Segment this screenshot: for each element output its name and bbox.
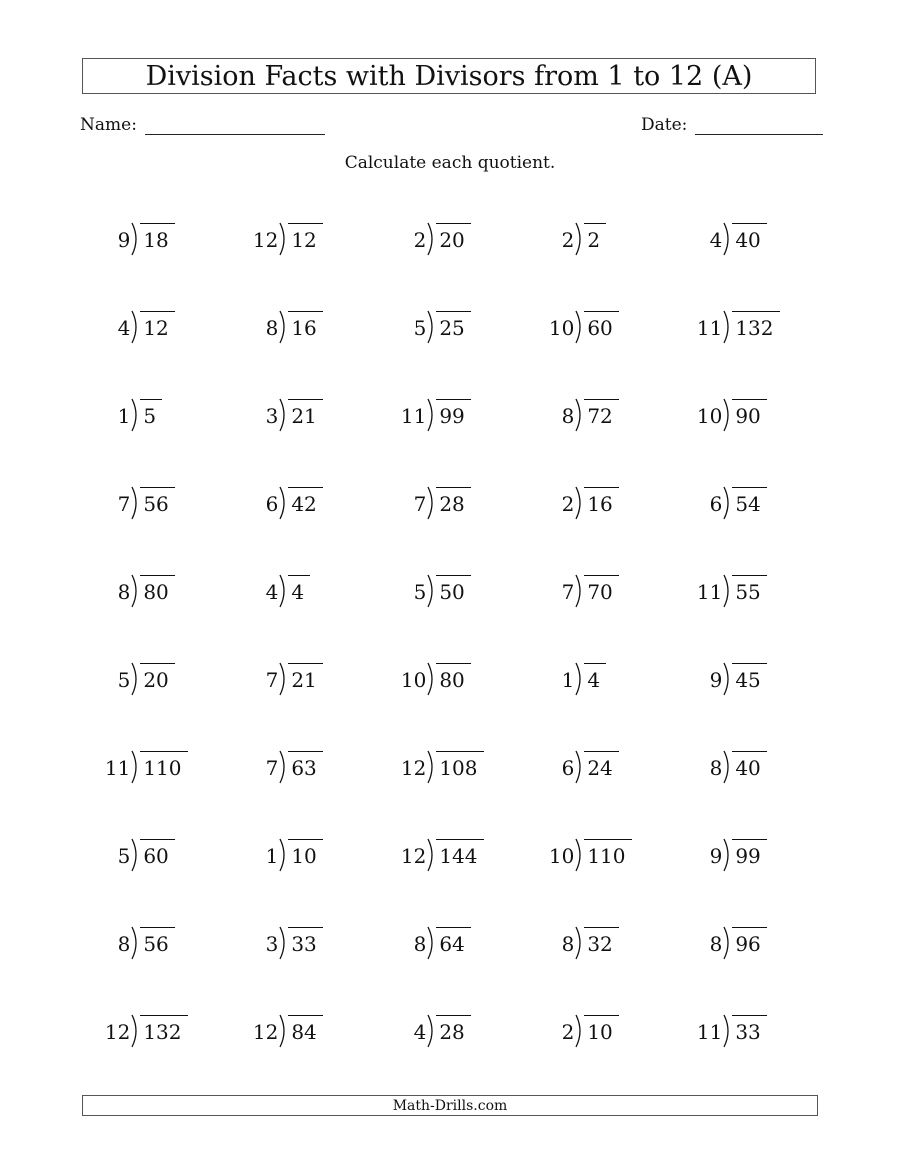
divisor: 10	[400, 668, 427, 692]
division-problem	[376, 826, 524, 914]
dividend: 72	[584, 399, 618, 426]
divisor: 11	[696, 580, 723, 604]
divisor: 5	[413, 580, 427, 604]
dividend: 132	[140, 1015, 187, 1042]
dividend: 32	[584, 927, 618, 954]
division-bracket-icon	[722, 222, 732, 256]
division-bracket-icon	[278, 1014, 288, 1048]
dividend: 25	[436, 311, 470, 338]
worksheet-title	[82, 58, 816, 94]
divisor: 5	[413, 316, 427, 340]
division-problem	[80, 562, 228, 650]
dividend: 99	[436, 399, 470, 426]
division-bracket-icon	[130, 574, 140, 608]
division-bracket-icon	[574, 222, 584, 256]
dividend: 20	[140, 663, 174, 690]
division-problem	[524, 562, 672, 650]
divisor: 11	[696, 1020, 723, 1044]
dividend: 60	[584, 311, 618, 338]
division-problem	[228, 650, 376, 738]
divisor: 7	[413, 492, 427, 516]
dividend: 110	[140, 751, 187, 778]
dividend: 84	[288, 1015, 322, 1042]
dividend: 70	[584, 575, 618, 602]
divisor: 4	[413, 1020, 427, 1044]
division-problem	[376, 562, 524, 650]
division-bracket-icon	[130, 398, 140, 432]
footer-text: Math-Drills.com	[392, 1097, 508, 1114]
division-problem	[672, 826, 820, 914]
division-problem	[228, 738, 376, 826]
dividend: 60	[140, 839, 174, 866]
division-problem	[524, 474, 672, 562]
dividend: 16	[288, 311, 322, 338]
division-problem	[672, 210, 820, 298]
division-bracket-icon	[278, 486, 288, 520]
division-bracket-icon	[426, 1014, 436, 1048]
divisor: 7	[265, 668, 279, 692]
divisor: 1	[561, 668, 575, 692]
division-bracket-icon	[574, 1014, 584, 1048]
divisor: 10	[548, 844, 575, 868]
divisor: 1	[265, 844, 279, 868]
division-bracket-icon	[722, 662, 732, 696]
divisor: 2	[413, 228, 427, 252]
divisor: 3	[265, 932, 279, 956]
date-field[interactable]	[641, 112, 823, 135]
dividend: 80	[436, 663, 470, 690]
divisor: 7	[117, 492, 131, 516]
divisor: 9	[117, 228, 131, 252]
division-problem	[376, 738, 524, 826]
dividend: 21	[288, 663, 322, 690]
instructions: Calculate each quotient.	[344, 153, 556, 173]
dividend: 2	[584, 223, 606, 250]
dividend: 12	[288, 223, 322, 250]
division-problem	[80, 386, 228, 474]
divisor: 12	[104, 1020, 131, 1044]
dividend: 33	[732, 1015, 766, 1042]
division-bracket-icon	[278, 574, 288, 608]
divisor: 12	[252, 1020, 279, 1044]
dividend: 90	[732, 399, 766, 426]
dividend: 21	[288, 399, 322, 426]
divisor: 8	[709, 932, 723, 956]
division-problem	[672, 474, 820, 562]
division-problem	[80, 826, 228, 914]
problem-grid	[80, 210, 820, 1090]
divisor: 11	[104, 756, 131, 780]
division-bracket-icon	[426, 838, 436, 872]
divisor: 8	[709, 756, 723, 780]
divisor: 7	[265, 756, 279, 780]
division-problem	[376, 210, 524, 298]
dividend: 45	[732, 663, 766, 690]
division-bracket-icon	[278, 398, 288, 432]
divisor: 9	[709, 668, 723, 692]
division-bracket-icon	[130, 838, 140, 872]
dividend: 144	[436, 839, 483, 866]
division-problem	[672, 650, 820, 738]
division-bracket-icon	[426, 662, 436, 696]
division-problem	[228, 914, 376, 1002]
dividend: 56	[140, 487, 174, 514]
division-bracket-icon	[130, 926, 140, 960]
division-problem	[672, 562, 820, 650]
division-problem	[524, 914, 672, 1002]
dividend: 20	[436, 223, 470, 250]
divisor: 8	[117, 580, 131, 604]
division-bracket-icon	[278, 662, 288, 696]
divisor: 10	[696, 404, 723, 428]
division-problem	[672, 298, 820, 386]
division-problem	[228, 562, 376, 650]
division-problem	[672, 386, 820, 474]
name-label: Name:	[80, 115, 137, 135]
division-problem	[524, 826, 672, 914]
dividend: 5	[140, 399, 162, 426]
division-problem	[524, 210, 672, 298]
division-bracket-icon	[426, 398, 436, 432]
division-problem	[80, 474, 228, 562]
division-problem	[376, 386, 524, 474]
name-field[interactable]	[80, 112, 325, 135]
footer	[82, 1095, 818, 1116]
divisor: 7	[561, 580, 575, 604]
dividend: 18	[140, 223, 174, 250]
division-bracket-icon	[574, 398, 584, 432]
dividend: 28	[436, 487, 470, 514]
divisor: 2	[561, 1020, 575, 1044]
division-bracket-icon	[574, 750, 584, 784]
division-bracket-icon	[130, 310, 140, 344]
division-problem	[228, 826, 376, 914]
divisor: 3	[265, 404, 279, 428]
division-bracket-icon	[278, 926, 288, 960]
division-bracket-icon	[574, 486, 584, 520]
division-problem	[80, 738, 228, 826]
dividend: 24	[584, 751, 618, 778]
division-problem	[524, 650, 672, 738]
dividend: 28	[436, 1015, 470, 1042]
date-input-line[interactable]	[695, 112, 823, 135]
dividend: 16	[584, 487, 618, 514]
divisor: 11	[400, 404, 427, 428]
division-bracket-icon	[574, 310, 584, 344]
division-bracket-icon	[426, 574, 436, 608]
dividend: 4	[288, 575, 310, 602]
dividend: 42	[288, 487, 322, 514]
dividend: 33	[288, 927, 322, 954]
dividend: 40	[732, 223, 766, 250]
division-bracket-icon	[722, 486, 732, 520]
divisor: 5	[117, 844, 131, 868]
dividend: 40	[732, 751, 766, 778]
division-bracket-icon	[278, 222, 288, 256]
division-problem	[376, 914, 524, 1002]
division-bracket-icon	[722, 750, 732, 784]
division-bracket-icon	[574, 662, 584, 696]
dividend: 10	[584, 1015, 618, 1042]
divisor: 4	[265, 580, 279, 604]
division-bracket-icon	[722, 838, 732, 872]
divisor: 4	[117, 316, 131, 340]
division-bracket-icon	[426, 222, 436, 256]
divisor: 8	[561, 404, 575, 428]
dividend: 63	[288, 751, 322, 778]
division-problem	[524, 1002, 672, 1090]
division-bracket-icon	[722, 926, 732, 960]
division-bracket-icon	[722, 398, 732, 432]
dividend: 64	[436, 927, 470, 954]
division-bracket-icon	[426, 750, 436, 784]
division-bracket-icon	[278, 310, 288, 344]
dividend: 96	[732, 927, 766, 954]
division-bracket-icon	[130, 1014, 140, 1048]
divisor: 12	[252, 228, 279, 252]
title-text: Division Facts with Divisors from 1 to 12 (A)	[145, 60, 753, 92]
dividend: 110	[584, 839, 631, 866]
dividend: 50	[436, 575, 470, 602]
divisor: 4	[709, 228, 723, 252]
division-problem	[376, 474, 524, 562]
divisor: 8	[265, 316, 279, 340]
division-bracket-icon	[278, 750, 288, 784]
division-problem	[80, 914, 228, 1002]
division-bracket-icon	[130, 750, 140, 784]
division-problem	[80, 650, 228, 738]
division-bracket-icon	[426, 310, 436, 344]
division-problem	[80, 298, 228, 386]
division-bracket-icon	[574, 926, 584, 960]
division-bracket-icon	[130, 486, 140, 520]
dividend: 12	[140, 311, 174, 338]
dividend: 56	[140, 927, 174, 954]
division-bracket-icon	[130, 662, 140, 696]
division-problem	[228, 298, 376, 386]
division-bracket-icon	[722, 310, 732, 344]
date-label: Date:	[641, 115, 688, 135]
division-bracket-icon	[130, 222, 140, 256]
dividend: 4	[584, 663, 606, 690]
dividend: 55	[732, 575, 766, 602]
division-problem	[524, 386, 672, 474]
divisor: 6	[265, 492, 279, 516]
divisor: 8	[413, 932, 427, 956]
division-problem	[228, 474, 376, 562]
division-bracket-icon	[426, 926, 436, 960]
division-problem	[228, 1002, 376, 1090]
divisor: 1	[117, 404, 131, 428]
division-bracket-icon	[278, 838, 288, 872]
division-problem	[80, 210, 228, 298]
divisor: 12	[400, 844, 427, 868]
divisor: 8	[117, 932, 131, 956]
division-bracket-icon	[722, 574, 732, 608]
division-problem	[228, 210, 376, 298]
division-problem	[376, 1002, 524, 1090]
division-problem	[672, 1002, 820, 1090]
dividend: 10	[288, 839, 322, 866]
division-bracket-icon	[426, 486, 436, 520]
division-problem	[376, 298, 524, 386]
divisor: 9	[709, 844, 723, 868]
division-bracket-icon	[574, 838, 584, 872]
division-problem	[80, 1002, 228, 1090]
name-input-line[interactable]	[145, 112, 325, 135]
divisor: 2	[561, 228, 575, 252]
division-problem	[524, 738, 672, 826]
divisor: 10	[548, 316, 575, 340]
division-bracket-icon	[722, 1014, 732, 1048]
dividend: 132	[732, 311, 779, 338]
division-bracket-icon	[574, 574, 584, 608]
division-problem	[376, 650, 524, 738]
divisor: 2	[561, 492, 575, 516]
divisor: 6	[709, 492, 723, 516]
divisor: 6	[561, 756, 575, 780]
division-problem	[228, 386, 376, 474]
division-problem	[672, 738, 820, 826]
division-problem	[524, 298, 672, 386]
divisor: 5	[117, 668, 131, 692]
dividend: 99	[732, 839, 766, 866]
dividend: 108	[436, 751, 483, 778]
dividend: 54	[732, 487, 766, 514]
division-problem	[672, 914, 820, 1002]
divisor: 11	[696, 316, 723, 340]
dividend: 80	[140, 575, 174, 602]
divisor: 12	[400, 756, 427, 780]
divisor: 8	[561, 932, 575, 956]
